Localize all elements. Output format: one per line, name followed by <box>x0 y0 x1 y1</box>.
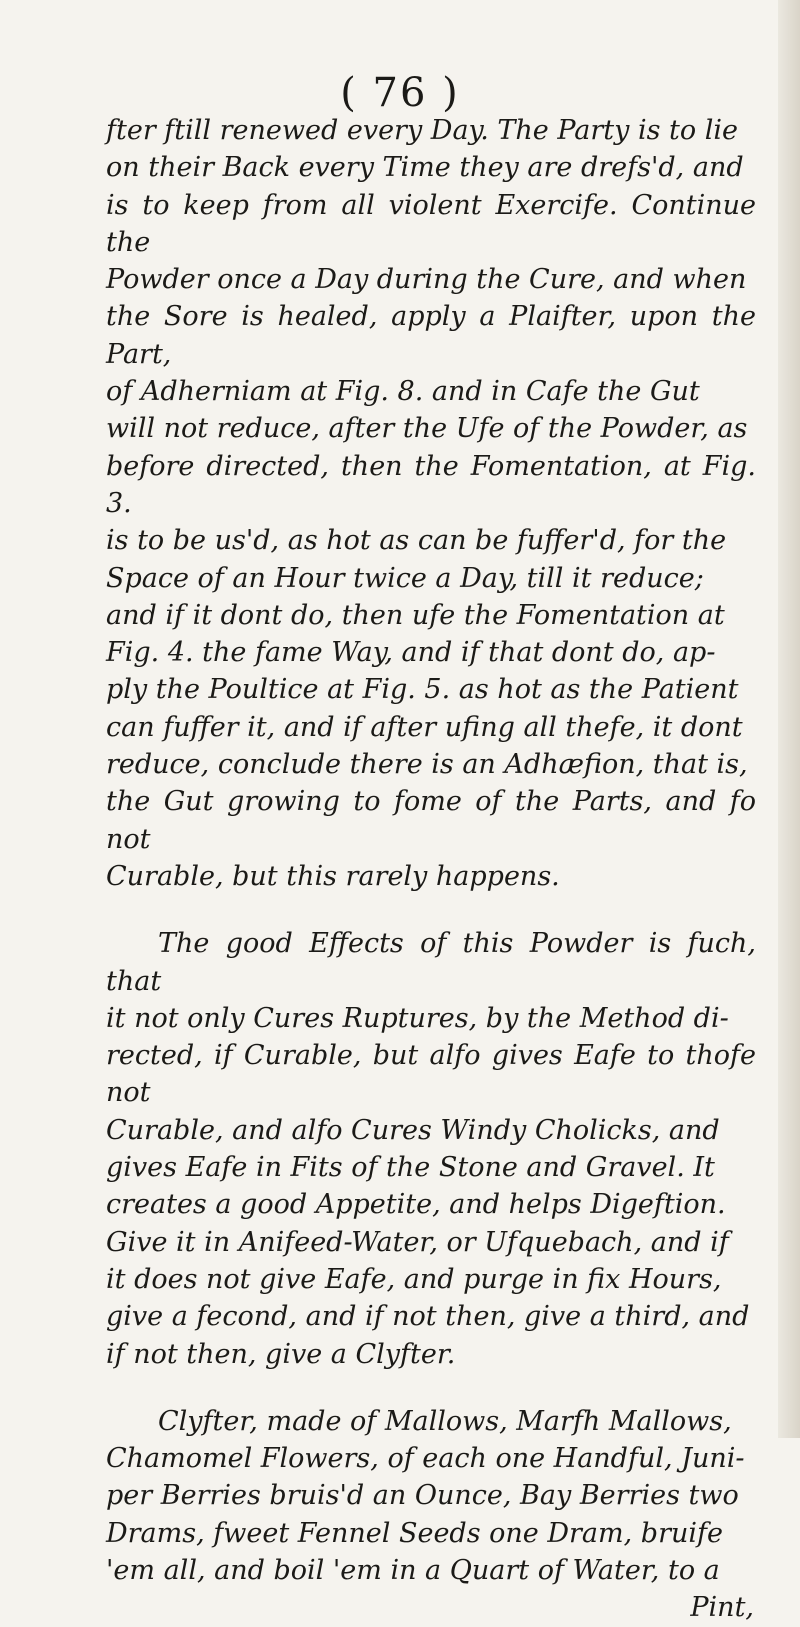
text-line: it not only Cures Ruptures, by the Method di- <box>106 1002 729 1034</box>
text-line: is to be us'd, as hot as can be fuffer'd, for the <box>106 525 727 557</box>
paragraph-clyster-recipe <box>106 1403 756 1589</box>
text-line: Chamomel Flowers, of each one Handful, Juni- <box>106 1443 745 1475</box>
text-line: Curable, but this rarely happens. <box>106 860 560 892</box>
page-number: ( 76 ) <box>340 70 460 116</box>
paragraph-powder-effects <box>106 925 756 1373</box>
text-line: before directed, then the Fomentation, at Fig. 3. <box>106 450 756 519</box>
body-text <box>106 112 756 1627</box>
text-line: per Berries bruis'd an Ounce, Bay Berries two <box>106 1480 739 1512</box>
text-line: ply the Poultice at Fig. 5. as hot as the Patient <box>106 674 739 706</box>
text-line: rected, if Curable, but alfo gives Eafe to thofe not <box>106 1040 756 1109</box>
text-line: of Adherniam at Fig. 8. and in Cafe the Gut <box>106 376 700 408</box>
text-line: can fuffer it, and if after ufing all thefe, it dont <box>106 711 743 743</box>
catchword: Pint, <box>690 1592 754 1624</box>
text-line: fter ftill renewed every Day. The Party is to lie <box>106 115 738 146</box>
page-edge <box>778 0 800 1438</box>
text-line: will not reduce, after the Ufe of the Powder, as <box>106 413 748 445</box>
text-line: gives Eafe in Fits of the Stone and Gravel. It <box>106 1152 715 1184</box>
text-line: creates a good Appetite, and helps Digeftion. <box>106 1189 726 1221</box>
text-line: and if it dont do, then ufe the Fomentation at <box>106 599 725 631</box>
text-line: Curable, and alfo Cures Windy Cholicks, and <box>106 1114 720 1146</box>
text-line: the Gut growing to fome of the Parts, and fo not <box>106 786 756 855</box>
text-line: The good Effects of this Powder is fuch, that <box>106 928 756 997</box>
text-line: it does not give Eafe, and purge in fix Hours, <box>106 1263 722 1295</box>
text-line: reduce, conclude there is an Adhæfion, that is, <box>106 749 748 781</box>
text-line: Powder once a Day during the Cure, and when <box>106 264 747 296</box>
text-line: if not then, give a Clyfter. <box>106 1338 456 1370</box>
text-line: give a fecond, and if not then, give a third, and <box>106 1301 750 1333</box>
text-line: Fig. 4. the fame Way, and if that dont do, ap- <box>106 637 716 669</box>
text-line: on their Back every Time they are drefs'd, and <box>106 152 744 184</box>
text-line: Clyfter, made of Mallows, Marfh Mallows, <box>158 1405 732 1437</box>
text-line: Space of an Hour twice a Day, till it reduce; <box>106 562 704 594</box>
text-line: 'em all, and boil 'em in a Quart of Water, to a <box>106 1554 720 1586</box>
text-line: is to keep from all violent Exercife. Continue the <box>106 189 756 258</box>
text-line: Drams, fweet Fennel Seeds one Dram, bruife <box>106 1517 723 1549</box>
text-line: the Sore is healed, apply a Plaifter, upon the Part, <box>106 301 756 370</box>
paragraph-rupture-treatment <box>106 112 756 895</box>
text-line: Give it in Anifeed-Water, or Ufquebach, and if <box>106 1226 729 1258</box>
